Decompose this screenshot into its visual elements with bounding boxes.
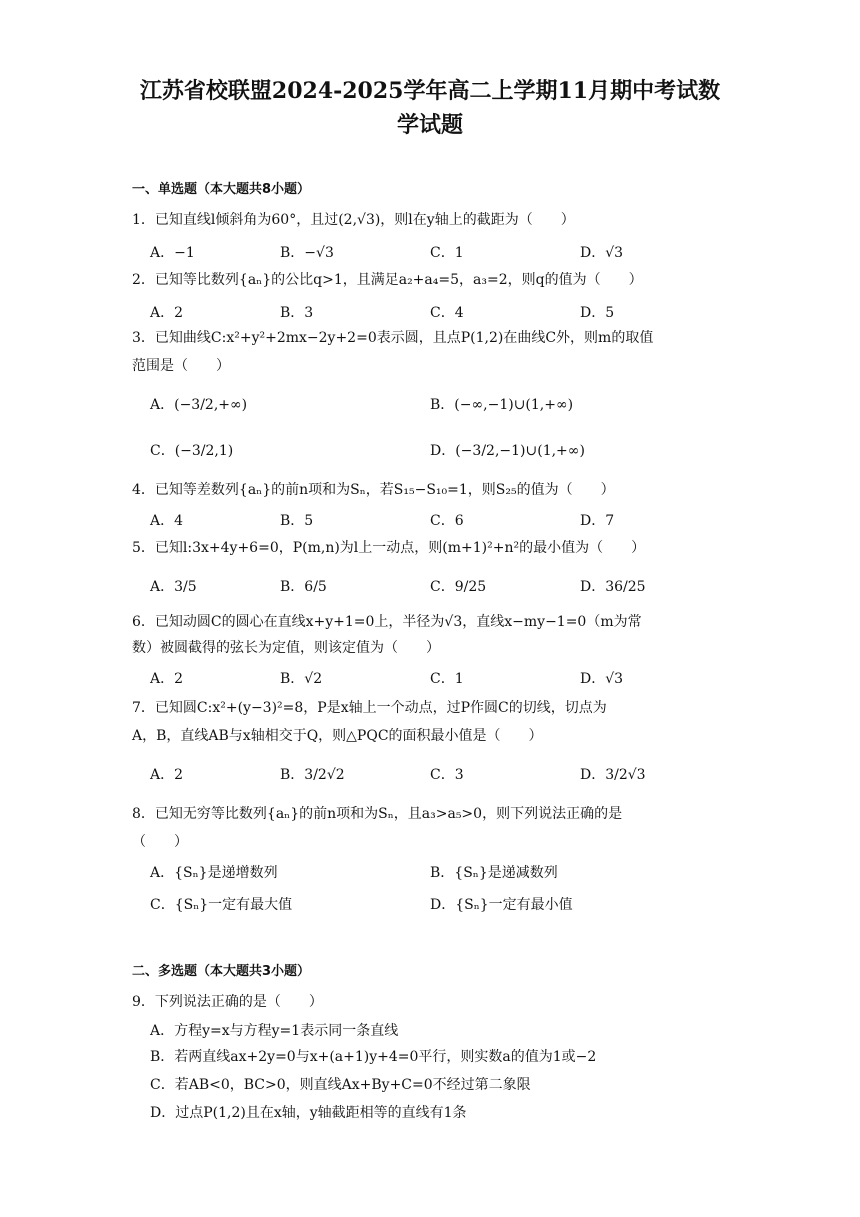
q6-option-a: A．2: [150, 671, 184, 687]
q1-option-b: B．−√3: [280, 245, 334, 261]
q2-option-c: C．4: [430, 305, 464, 321]
question-7-text-line-1: 7．已知圆C:x²+(y−3)²=8，P是x轴上一个动点，过P作圆C的切线，切点为: [132, 700, 607, 716]
q4-option-b: B．5: [280, 513, 314, 529]
q7-option-a: A．2: [150, 767, 184, 783]
q7-option-c: C．3: [430, 767, 464, 783]
question-7-text-line-2: A，B，直线AB与x轴相交于Q，则△PQC的面积最小值是（ ）: [132, 728, 543, 744]
q4-option-a: A．4: [150, 513, 184, 529]
q8-option-c: C．{Sₙ}一定有最大值: [150, 897, 293, 913]
q5-option-a: A．3/5: [150, 579, 197, 595]
q4-option-c: C．6: [430, 513, 464, 529]
q1-option-a: A．−1: [150, 245, 195, 261]
q8-option-d: D．{Sₙ}一定有最小值: [430, 897, 573, 913]
question-3-text-line-1: 3．已知曲线C:x²+y²+2mx−2y+2=0表示圆，且点P(1,2)在曲线C外，则m的取值: [132, 330, 654, 346]
question-1-text: 1．已知直线l倾斜角为60°，且过(2,√3)，则l在y轴上的截距为（ ）: [132, 212, 575, 228]
section-heading-single-choice: 一、单选题（本大题共8小题）: [132, 182, 311, 197]
question-2-text: 2．已知等比数列{aₙ}的公比q>1，且满足a₂+a₄=5，a₃=2，则q的值为（ ）: [132, 272, 643, 288]
q7-option-b: B．3/2√2: [280, 767, 345, 783]
question-6-text-line-2: 数）被圆截得的弦长为定值，则该定值为（ ）: [132, 640, 440, 656]
q6-option-d: D．√3: [580, 671, 624, 687]
q9-option-c: C．若AB<0，BC>0，则直线Ax+By+C=0不经过第二象限: [150, 1077, 531, 1093]
q1-option-c: C．1: [430, 245, 464, 261]
q2-option-a: A．2: [150, 305, 184, 321]
q6-option-b: B．√2: [280, 671, 323, 687]
q4-option-d: D．7: [580, 513, 615, 529]
question-3-text-line-2: 范围是（ ）: [132, 358, 230, 374]
q7-option-d: D．3/2√3: [580, 767, 646, 783]
q8-option-a: A．{Sₙ}是递增数列: [150, 865, 278, 881]
question-6-text-line-1: 6．已知动圆C的圆心在直线x+y+1=0上，半径为√3，直线x−my−1=0（m为常: [132, 614, 642, 630]
q2-option-d: D．5: [580, 305, 615, 321]
q5-option-b: B．6/5: [280, 579, 327, 595]
question-8-text-line-1: 8．已知无穷等比数列{aₙ}的前n项和为Sₙ，且a₃>a₅>0，则下列说法正确的是: [132, 806, 623, 822]
page-title: [80, 74, 780, 142]
q9-option-a: A．方程y=x与方程y=1表示同一条直线: [150, 1023, 399, 1039]
q5-option-c: C．9/25: [430, 579, 487, 595]
q8-option-b: B．{Sₙ}是递减数列: [430, 865, 558, 881]
q5-option-d: D．36/25: [580, 579, 646, 595]
question-5-text: 5．已知l:3x+4y+6=0，P(m,n)为l上一动点，则(m+1)²+n²的最小值为（ ）: [132, 540, 646, 556]
title-line-2: 学试题: [396, 112, 463, 138]
q3-option-c: C．(−3/2,1): [150, 443, 234, 459]
section-heading-multiple-choice: 二、多选题（本大题共3小题）: [132, 964, 311, 979]
q3-option-d: D．(−3/2,−1)∪(1,+∞): [430, 443, 585, 459]
q9-option-b: B．若两直线ax+2y=0与x+(a+1)y+4=0平行，则实数a的值为1或−2: [150, 1049, 597, 1065]
question-9-text: 9．下列说法正确的是（ ）: [132, 994, 323, 1010]
title-line-1: 江苏省校联盟2024-2025学年高二上学期11月期中考试数: [139, 78, 721, 104]
q3-option-a: A．(−3/2,+∞): [150, 397, 248, 413]
q2-option-b: B．3: [280, 305, 314, 321]
q3-option-b: B．(−∞,−1)∪(1,+∞): [430, 397, 574, 413]
question-4-text: 4．已知等差数列{aₙ}的前n项和为Sₙ，若S₁₅−S₁₀=1，则S₂₅的值为（ ）: [132, 482, 615, 498]
question-8-text-line-2: （ ）: [132, 834, 188, 850]
q6-option-c: C．1: [430, 671, 464, 687]
q9-option-d: D．过点P(1,2)且在x轴，y轴截距相等的直线有1条: [150, 1105, 467, 1121]
q1-option-d: D．√3: [580, 245, 624, 261]
